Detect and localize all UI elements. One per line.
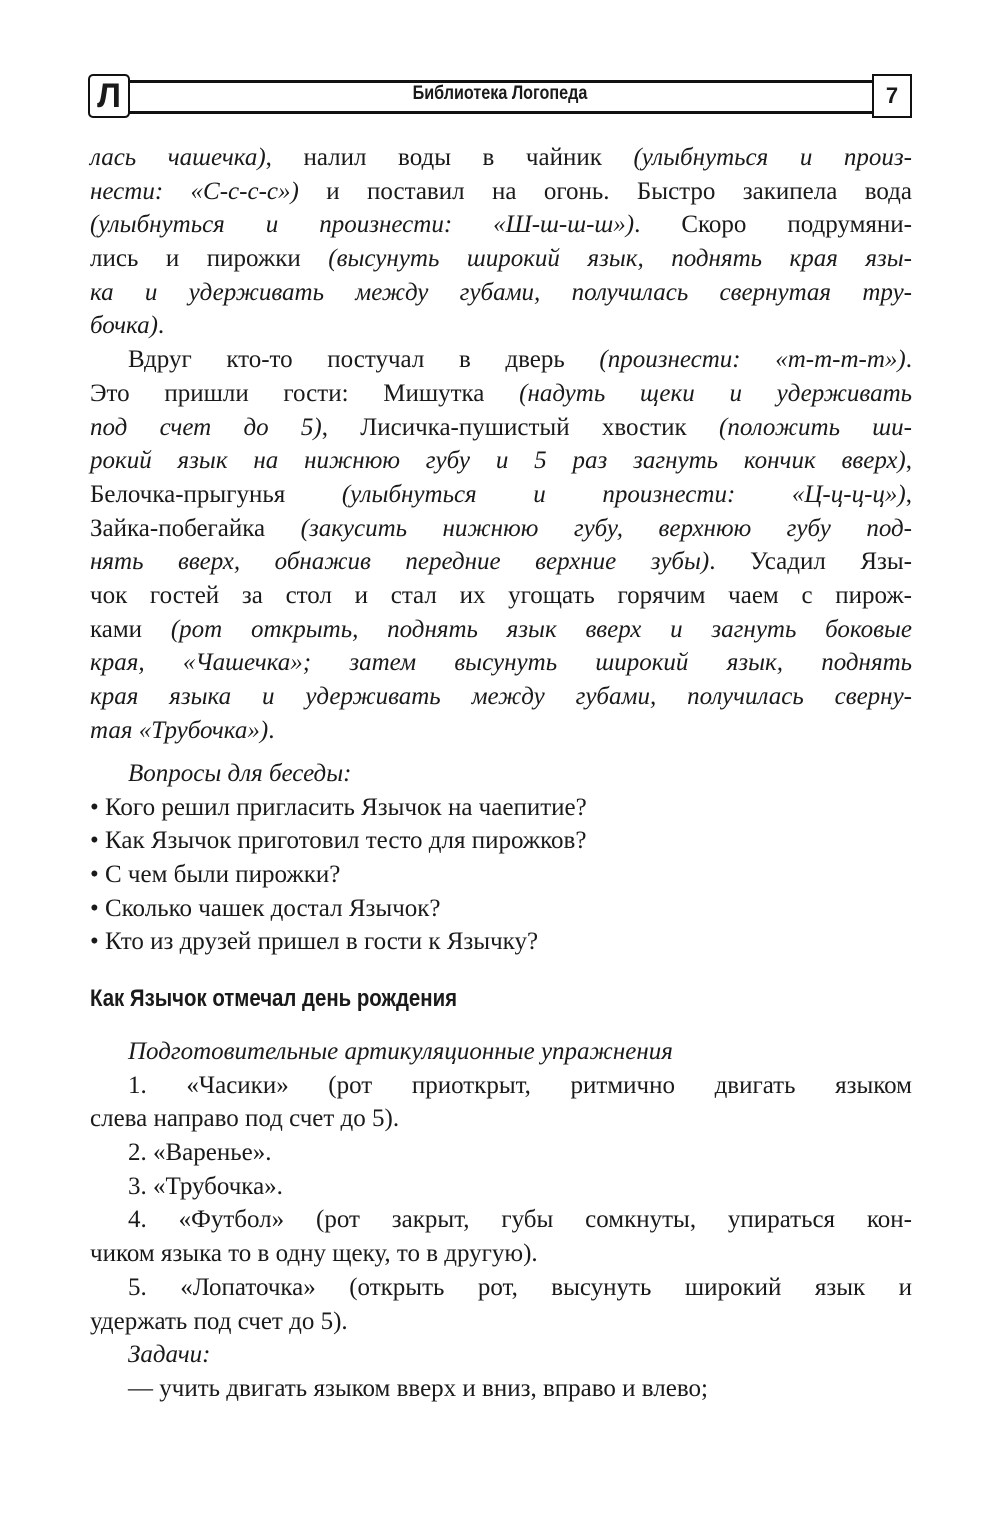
body-text: и поставил на огонь. Быстро закипела вода (298, 177, 912, 205)
text-line (90, 175, 912, 209)
story-text (90, 141, 912, 747)
text-line (90, 276, 912, 310)
italic-text: бочка) (90, 312, 158, 340)
text-line (90, 714, 912, 748)
section-heading: Как Язычок отмечал день рождения (90, 985, 458, 1012)
running-header (88, 74, 912, 116)
italic-text: (улыбнуться и произнести: «Ц-ц-ц-ц») (341, 480, 906, 508)
body-text: , Лисичка-пушистый хвостик (321, 413, 719, 441)
body-text: удержать под счет до 5). (90, 1307, 348, 1335)
italic-text: тая «Трубочка») (90, 716, 269, 744)
italic-text: нести: «С-с-с-с») (90, 177, 299, 205)
text-line (90, 757, 912, 791)
body-text: чок гостей за стол и стал их угощать горячим чаем с пирож- (90, 581, 912, 609)
italic-text: под счет до 5) (90, 413, 322, 441)
body-text: . Скоро подрумяни- (634, 211, 912, 239)
body-text: слева направо под счет до 5). (90, 1105, 400, 1133)
italic-text: ка и удерживать между губами, получилась свернутая тру- (90, 278, 912, 306)
body-text: • Сколько чашек достал Язычок? (90, 894, 441, 922)
italic-text: края, «Чашечка»; затем высунуть широкий язык, поднять (90, 649, 912, 677)
text-line (90, 1170, 912, 1204)
body-text: . Усадил Язы- (709, 548, 912, 576)
text-line (90, 343, 912, 377)
body-text: • Как Язычок приготовил тесто для пирожков? (90, 827, 587, 855)
text-line (90, 545, 912, 579)
body-text: , налил воды в чайник (265, 144, 634, 171)
body-text: чиком языка то в одну щеку, то в другую). (90, 1240, 538, 1268)
body-text: • Кто из друзей пришел в гости к Язычку? (90, 928, 539, 956)
page-number: 7 (872, 74, 912, 118)
text-line (90, 892, 912, 926)
body-text: , (905, 480, 912, 508)
italic-text: (улыбнуться и произ- (633, 144, 912, 171)
exercises-list (90, 1035, 912, 1406)
italic-text: лась чашечка) (90, 144, 266, 171)
italic-text: Подготовительные артикуляционные упражнения (128, 1038, 673, 1065)
text-line (90, 1338, 912, 1372)
text-line (90, 208, 912, 242)
body-text: • С чем были пирожки? (90, 861, 341, 889)
text-line (90, 579, 912, 613)
text-line (90, 1136, 912, 1170)
body-text: . (268, 716, 275, 744)
italic-text: (надуть щеки и удерживать (519, 379, 913, 407)
text-line (90, 309, 912, 343)
text-line (90, 478, 912, 512)
body-text: Это пришли гости: Мишутка (90, 379, 520, 407)
italic-text: рокий язык на нижнюю губу и 5 раз загнуть кончик вверх) (90, 447, 906, 475)
body-text: , (905, 447, 912, 475)
text-line (90, 680, 912, 714)
italic-text: Вопросы для беседы: (128, 760, 352, 787)
body-text: ками (90, 615, 171, 643)
text-line (90, 824, 912, 858)
body-text: 2. «Варенье». (128, 1139, 272, 1167)
text-line (90, 512, 912, 546)
body-text: . (905, 346, 912, 374)
header-title: Библиотека Логопеда (412, 83, 588, 104)
text-line (90, 1069, 912, 1103)
text-line (90, 411, 912, 445)
body-text: • Кого решил пригласить Язычок на чаепитие? (90, 793, 587, 821)
italic-text: (закусить нижнюю губу, верхнюю губу под- (300, 514, 912, 542)
body-text: Зайка-побегайка (90, 514, 301, 542)
italic-text: края языка и удерживать между губами, получилась сверну- (90, 683, 912, 710)
body-text: 4. «Футбол» (рот закрыт, губы сомкнуты, упираться кон- (128, 1206, 912, 1234)
body-text: 5. «Лопаточка» (открыть рот, высунуть широкий язык и (128, 1273, 912, 1301)
body-text: Белочка-прыгунья (90, 480, 342, 508)
text-line (90, 1271, 912, 1305)
text-line (90, 646, 912, 680)
text-line (90, 1372, 912, 1406)
text-line (90, 858, 912, 892)
text-line (90, 444, 912, 478)
text-line (90, 613, 912, 647)
header-logo-letter: Л (88, 74, 130, 118)
body-text: 3. «Трубочка». (128, 1172, 283, 1200)
italic-text: (положить ши- (719, 413, 912, 441)
body-text: лись и пирожки (90, 245, 329, 273)
discussion-questions (90, 757, 912, 959)
italic-text: (высунуть широкий язык, поднять края язы- (328, 245, 913, 273)
text-line (90, 242, 912, 276)
text-line (90, 1203, 912, 1237)
body-text: Вдруг кто-то постучал в дверь (128, 346, 600, 374)
text-line (90, 1305, 912, 1339)
text-line (90, 791, 912, 825)
italic-text: (произнести: «т-т-т-т») (599, 346, 906, 374)
italic-text: (улыбнуться и произнести: «Ш-ш-ш-ш») (90, 211, 635, 239)
text-line (90, 1102, 912, 1136)
body-text: — учить двигать языком вверх и вниз, вправо и влево; (128, 1374, 708, 1402)
text-line (90, 925, 912, 959)
italic-text: (рот открыть, поднять язык вверх и загнуть боковые (170, 615, 912, 643)
text-line (90, 1035, 912, 1069)
italic-text: Задачи: (128, 1341, 211, 1369)
italic-text: нять вверх, обнажив передние верхние зубы) (90, 548, 710, 576)
body-text: . (157, 312, 165, 340)
text-line (90, 141, 912, 175)
text-line (90, 1237, 912, 1271)
body-text: 1. «Часики» (рот приоткрыт, ритмично двигать языком (128, 1071, 912, 1099)
text-line (90, 377, 912, 411)
